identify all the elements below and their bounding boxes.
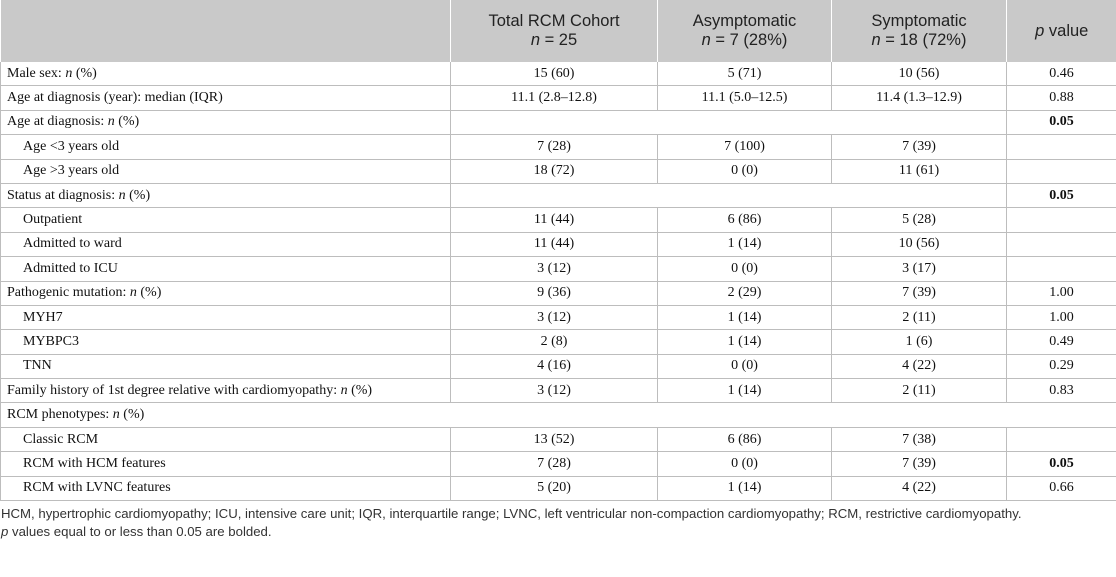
cell-asymptomatic bbox=[658, 403, 832, 427]
cell-asymptomatic bbox=[658, 183, 832, 207]
row-label-tail: (%) bbox=[125, 187, 151, 203]
row-label-tail: (%) bbox=[114, 114, 140, 130]
cell-p-value bbox=[1007, 403, 1116, 427]
header-asym-title: Asymptomatic bbox=[692, 12, 797, 30]
abbreviations-footnote: HCM, hypertrophic cardiomyopathy; ICU, intensive care unit; IQR, interquartile range; LVNC, left ventricular non-compaction cardiomyopathy; RCM, restrictive cardiomyopathy. bbox=[1, 506, 1022, 522]
cell-symptomatic: 7 (39) bbox=[832, 281, 1007, 305]
cell-total: 3 (12) bbox=[451, 257, 658, 281]
cell-symptomatic bbox=[832, 110, 1007, 134]
cell-symptomatic: 10 (56) bbox=[832, 232, 1007, 256]
row-label-n: n bbox=[107, 114, 115, 130]
footnote-p-symbol: p bbox=[1, 523, 9, 539]
cell-total: 15 (60) bbox=[451, 62, 658, 86]
row-label-n: n bbox=[65, 65, 73, 81]
row-label bbox=[1, 183, 451, 207]
cell-p-value: 1.00 bbox=[1007, 305, 1116, 329]
table-row bbox=[1, 330, 1116, 354]
header-p-value bbox=[1007, 0, 1116, 62]
row-label: Admitted to ICU bbox=[1, 257, 451, 281]
cell-symptomatic: 4 (22) bbox=[832, 354, 1007, 378]
cell-asymptomatic: 0 (0) bbox=[658, 452, 832, 476]
row-label bbox=[1, 281, 451, 305]
table-row bbox=[1, 62, 1116, 86]
row-label: RCM with HCM features bbox=[1, 452, 451, 476]
row-label: TNN bbox=[1, 354, 451, 378]
cell-p-value: 0.05 bbox=[1007, 452, 1116, 476]
cell-symptomatic: 1 (6) bbox=[832, 330, 1007, 354]
cell-symptomatic: 11 (61) bbox=[832, 159, 1007, 183]
row-label-tail: (%) bbox=[347, 382, 373, 398]
cell-total: 5 (20) bbox=[451, 476, 658, 500]
cell-p-value bbox=[1007, 232, 1116, 256]
table-row bbox=[1, 86, 1116, 110]
table-row bbox=[1, 135, 1116, 159]
cell-symptomatic: 7 (39) bbox=[832, 135, 1007, 159]
cell-total: 7 (28) bbox=[451, 135, 658, 159]
table-row bbox=[1, 281, 1116, 305]
header-total-title: Total RCM Cohort bbox=[488, 12, 620, 30]
row-label: Classic RCM bbox=[1, 427, 451, 451]
cell-total: 4 (16) bbox=[451, 354, 658, 378]
header-asym-n-symbol: n bbox=[701, 31, 711, 49]
cell-total: 13 (52) bbox=[451, 427, 658, 451]
row-label-tail: (%) bbox=[136, 285, 162, 301]
cell-p-value: 0.49 bbox=[1007, 330, 1116, 354]
cell-p-value bbox=[1007, 208, 1116, 232]
cell-p-value: 0.66 bbox=[1007, 476, 1116, 500]
cell-asymptomatic: 0 (0) bbox=[658, 159, 832, 183]
cell-total: 11 (44) bbox=[451, 208, 658, 232]
cell-p-value bbox=[1007, 257, 1116, 281]
cell-p-value: 0.46 bbox=[1007, 62, 1116, 86]
row-label bbox=[1, 110, 451, 134]
cell-symptomatic: 4 (22) bbox=[832, 476, 1007, 500]
cell-asymptomatic bbox=[658, 110, 832, 134]
header-symptomatic bbox=[832, 0, 1007, 62]
cell-asymptomatic: 7 (100) bbox=[658, 135, 832, 159]
row-label: MYH7 bbox=[1, 305, 451, 329]
cell-asymptomatic: 1 (14) bbox=[658, 379, 832, 403]
table-row bbox=[1, 476, 1116, 500]
header-total-cohort bbox=[451, 0, 658, 62]
row-label-text: RCM phenotypes: bbox=[7, 407, 113, 423]
table-row bbox=[1, 208, 1116, 232]
cell-total: 11 (44) bbox=[451, 232, 658, 256]
cell-total: 11.1 (2.8–12.8) bbox=[451, 86, 658, 110]
row-label: Admitted to ward bbox=[1, 232, 451, 256]
table-row bbox=[1, 257, 1116, 281]
cell-symptomatic bbox=[832, 403, 1007, 427]
cell-asymptomatic: 1 (14) bbox=[658, 476, 832, 500]
row-label-tail: (%) bbox=[119, 407, 145, 423]
row-label-text: Age at diagnosis: bbox=[7, 114, 108, 130]
cell-p-value: 0.05 bbox=[1007, 183, 1116, 207]
cell-total bbox=[451, 403, 658, 427]
cell-total: 3 (12) bbox=[451, 305, 658, 329]
cell-asymptomatic: 1 (14) bbox=[658, 305, 832, 329]
cell-symptomatic: 3 (17) bbox=[832, 257, 1007, 281]
table-row bbox=[1, 183, 1116, 207]
cell-p-value bbox=[1007, 135, 1116, 159]
table-row bbox=[1, 159, 1116, 183]
cell-asymptomatic: 0 (0) bbox=[658, 257, 832, 281]
cell-asymptomatic: 6 (86) bbox=[658, 208, 832, 232]
cell-symptomatic: 2 (11) bbox=[832, 379, 1007, 403]
table-body bbox=[1, 62, 1116, 501]
table-row bbox=[1, 452, 1116, 476]
table-row bbox=[1, 403, 1116, 427]
header-p-symbol: p bbox=[1035, 21, 1045, 40]
cell-asymptomatic: 6 (86) bbox=[658, 427, 832, 451]
row-label: RCM with LVNC features bbox=[1, 476, 451, 500]
cell-symptomatic: 7 (39) bbox=[832, 452, 1007, 476]
cell-symptomatic: 10 (56) bbox=[832, 62, 1007, 86]
cell-asymptomatic: 2 (29) bbox=[658, 281, 832, 305]
row-label-text: Male sex: bbox=[7, 65, 66, 81]
row-label bbox=[1, 403, 451, 427]
row-label-n: n bbox=[118, 187, 126, 203]
p-value-footnote bbox=[1, 523, 1114, 541]
cell-asymptomatic: 11.1 (5.0–12.5) bbox=[658, 86, 832, 110]
cell-p-value bbox=[1007, 159, 1116, 183]
row-label: MYBPC3 bbox=[1, 330, 451, 354]
cell-p-value bbox=[1007, 427, 1116, 451]
cell-asymptomatic: 1 (14) bbox=[658, 232, 832, 256]
table-header bbox=[1, 0, 1116, 62]
row-label-n: n bbox=[129, 285, 137, 301]
row-label-text: Status at diagnosis: bbox=[7, 187, 119, 203]
row-label-n: n bbox=[340, 382, 348, 398]
cell-p-value: 0.88 bbox=[1007, 86, 1116, 110]
header-sym-n: = 18 (72%) bbox=[880, 31, 967, 49]
row-label: Age at diagnosis (year): median (IQR) bbox=[1, 86, 451, 110]
cell-total: 18 (72) bbox=[451, 159, 658, 183]
table-row bbox=[1, 232, 1116, 256]
header-asym-n: = 7 (28%) bbox=[710, 31, 788, 49]
table-row bbox=[1, 354, 1116, 378]
footnote-p-text: values equal to or less than 0.05 are bolded. bbox=[8, 523, 272, 539]
cell-total: 9 (36) bbox=[451, 281, 658, 305]
cell-p-value: 0.05 bbox=[1007, 110, 1116, 134]
cell-total: 7 (28) bbox=[451, 452, 658, 476]
row-label: Outpatient bbox=[1, 208, 451, 232]
table-row bbox=[1, 305, 1116, 329]
cell-total bbox=[451, 110, 658, 134]
table-row bbox=[1, 379, 1116, 403]
cell-symptomatic: 5 (28) bbox=[832, 208, 1007, 232]
row-label bbox=[1, 379, 451, 403]
header-sym-n-symbol: n bbox=[871, 31, 881, 49]
header-sym-title: Symptomatic bbox=[871, 12, 967, 30]
header-asymptomatic bbox=[658, 0, 832, 62]
cell-p-value: 1.00 bbox=[1007, 281, 1116, 305]
cell-total: 3 (12) bbox=[451, 379, 658, 403]
table-row bbox=[1, 110, 1116, 134]
row-label-text: Pathogenic mutation: bbox=[7, 285, 130, 301]
cell-p-value: 0.29 bbox=[1007, 354, 1116, 378]
row-label bbox=[1, 62, 451, 86]
header-total-n-symbol: n bbox=[530, 31, 540, 49]
cell-symptomatic: 7 (38) bbox=[832, 427, 1007, 451]
cell-asymptomatic: 0 (0) bbox=[658, 354, 832, 378]
cell-symptomatic bbox=[832, 183, 1007, 207]
header-variable bbox=[1, 0, 451, 62]
table-footnotes bbox=[0, 501, 1116, 540]
cell-symptomatic: 2 (11) bbox=[832, 305, 1007, 329]
row-label-tail: (%) bbox=[72, 65, 97, 81]
table-row bbox=[1, 427, 1116, 451]
cell-total: 2 (8) bbox=[451, 330, 658, 354]
cell-p-value: 0.83 bbox=[1007, 379, 1116, 403]
cell-total bbox=[451, 183, 658, 207]
row-label-n: n bbox=[112, 407, 120, 423]
row-label: Age <3 years old bbox=[1, 135, 451, 159]
header-p-text: value bbox=[1044, 21, 1089, 40]
row-label-text: Family history of 1st degree relative with cardiomyopathy: bbox=[7, 382, 341, 398]
header-total-n: = 25 bbox=[540, 31, 578, 49]
cell-asymptomatic: 1 (14) bbox=[658, 330, 832, 354]
cell-symptomatic: 11.4 (1.3–12.9) bbox=[832, 86, 1007, 110]
row-label: Age >3 years old bbox=[1, 159, 451, 183]
cell-asymptomatic: 5 (71) bbox=[658, 62, 832, 86]
